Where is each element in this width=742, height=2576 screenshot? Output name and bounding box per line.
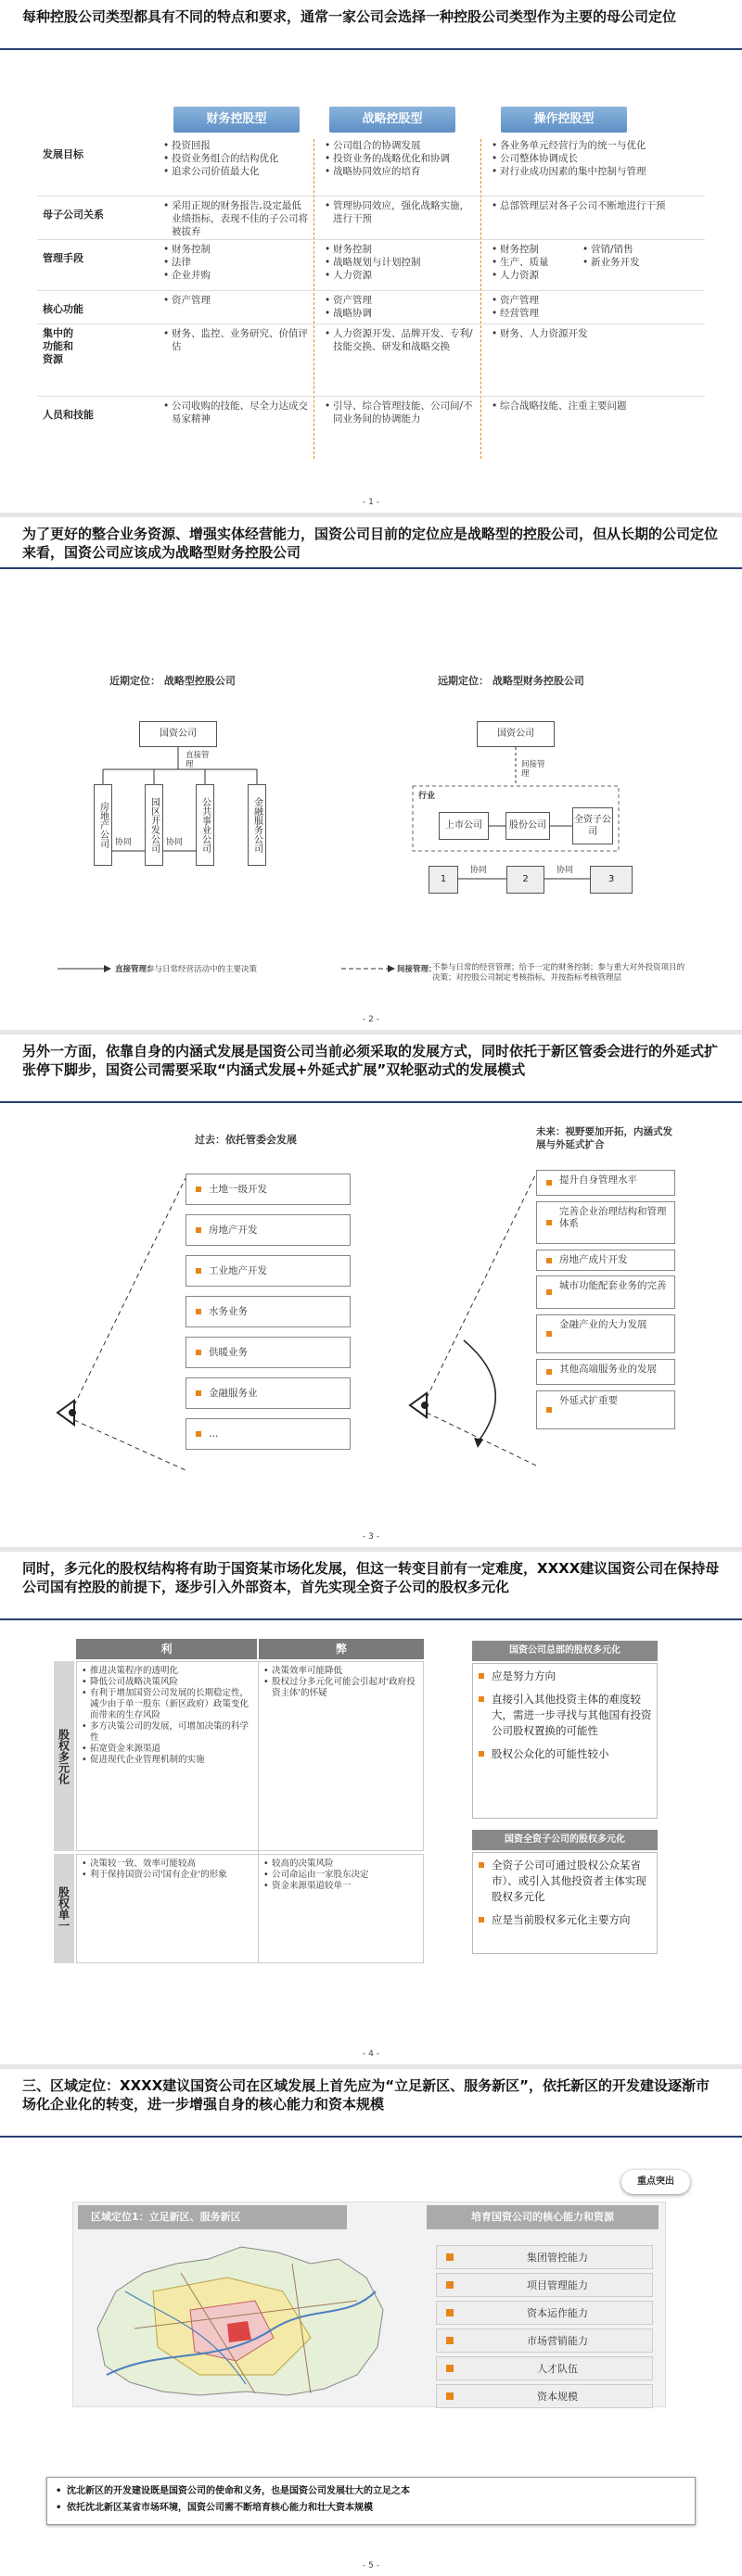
row-label: 集中的功能和资源 <box>43 327 73 365</box>
pros-header: 利 <box>76 1639 257 1659</box>
bullet-item: • 人力资源 <box>492 269 582 282</box>
table-cell <box>325 139 475 178</box>
bullet-item: • 公司整体协调成长 <box>492 152 673 165</box>
bullet-item: • 财务控制 <box>325 243 475 256</box>
capability-item: 资本运作能力 <box>436 2301 653 2325</box>
title-divider <box>0 1618 742 1620</box>
page-number: - 1 - <box>363 498 379 507</box>
bullet-item: • 对行业成功因素的集中控制与管理 <box>492 165 673 178</box>
capability-item: 市场营销能力 <box>436 2329 653 2353</box>
future-heading: 未来：视野要加开拓，内涵式发展与外延式扩合 <box>536 1126 672 1150</box>
bullet-item: • 战略协同效应的培育 <box>325 165 475 178</box>
hq-diversification-title: 国资公司总部的股权多元化 <box>472 1641 658 1661</box>
slide-2 <box>0 517 742 1030</box>
row-label: 母子公司关系 <box>43 209 104 221</box>
diversified-pros <box>82 1666 252 1766</box>
table-cell <box>492 327 673 340</box>
legend-indirect-text: 不参与日常的经营管理；给予一定的财务控制；参与重大对外投资项目的决策；对控股公司制定考核指标，并按指标考核管理层 <box>432 963 685 983</box>
bullet-item: • 股权过分多元化可能会引起对'政府投资主体'的怀疑 <box>263 1677 421 1699</box>
bullet-item: • 资产管理 <box>163 294 310 307</box>
table-cell <box>163 139 310 178</box>
bullet-item: • 投资业务的战略优化和协调 <box>325 152 475 165</box>
bullet-item: • 采用正规的财务报告,设定最低业绩指标，表现不佳的子公司将被拔弃 <box>163 199 310 238</box>
conclusion-note: 依托沈北新区某省市场环境，国资公司需不断培育核心能力和壮大资本规模 • <box>56 2500 686 2517</box>
slide-5-title: 三、区域定位：XXXX建议国资公司在区域发展上首先应为“立足新区、服务新区”，依托新区的开发建设逐渐市场化企业化的转变，进一步增强自身的核心能力和资本规模 <box>22 2077 710 2113</box>
bullet-item: • 新业务开发 <box>582 256 673 269</box>
eye-icon <box>410 1393 429 1417</box>
bullet-marker: • <box>56 2503 62 2513</box>
table-cell <box>492 199 673 212</box>
page-number: - 4 - <box>363 2049 379 2059</box>
sasac-company-box-near: 国资公司 <box>139 721 217 747</box>
table-cell <box>325 294 475 320</box>
table-cell <box>492 294 673 320</box>
bullet-marker <box>479 1917 484 1922</box>
bullet-item: • 总部管理层对各子公司不断地进行干预 <box>492 199 673 212</box>
bullet-item: • 拓宽资金来源渠道 <box>82 1744 252 1755</box>
bullet-item: • 降低公司战略决策风险 <box>82 1677 252 1688</box>
list-item: 城市功能配套业务的完善 <box>536 1275 675 1309</box>
list-item: 水务业务 <box>186 1296 351 1327</box>
bullet-item: • 公司收购的技能、尽全力达成交易家精神 <box>163 400 310 425</box>
list-item: 提升自身管理水平 <box>536 1170 675 1196</box>
column-divider <box>480 139 481 459</box>
page-number: - 2 - <box>363 1015 379 1024</box>
row-label: 管理手段 <box>43 252 83 264</box>
synergy-label: 协同 <box>166 838 184 847</box>
table-cell <box>163 199 310 238</box>
subsidiary-real-estate: 房地产公司 <box>94 784 112 866</box>
bullet-item: • 管理协同效应，强化战略实施，进行干预 <box>325 199 475 225</box>
diversified-cons <box>263 1666 421 1699</box>
hq-diversification-list <box>479 1669 653 1770</box>
bullet-item: 股权公众化的可能性较小 <box>479 1746 653 1762</box>
cons-header: 弊 <box>259 1639 424 1659</box>
bullet-item: • 资金来源渠道较单一 <box>263 1881 421 1892</box>
list-item: 金融产业的大力发展 <box>536 1314 675 1353</box>
joint-stock-company-box: 股份公司 <box>505 812 550 840</box>
bullet-item: • 多方决策公司的发展，可增加决策的科学性 <box>82 1721 252 1744</box>
bullet-marker <box>479 1862 484 1868</box>
bullet-item: • 促进现代企业管理机制的实施 <box>82 1755 252 1766</box>
slide-4 <box>0 1552 742 2064</box>
table-cell <box>492 400 673 412</box>
capability-item: 资本规模 <box>436 2384 653 2408</box>
header-strategic: 战略控股型 <box>329 107 455 133</box>
table-cell <box>325 243 475 282</box>
unit-3-box: 3 <box>590 866 633 894</box>
direct-management-label: 直接管理 <box>186 751 210 769</box>
bullet-item: 直接引入其他投资主体的难度较大，需进一步寻找与其他国有投资公司股权置换的可能性 <box>479 1692 653 1739</box>
table-cell <box>325 327 475 353</box>
bullet-item: • 财务控制 <box>492 243 582 256</box>
bullet-item: • 较高的决策风险 <box>263 1859 421 1870</box>
sasac-company-box-long: 国资公司 <box>477 721 555 747</box>
page-number: - 5 - <box>363 2561 379 2570</box>
district-map-image <box>88 2236 394 2403</box>
title-divider <box>0 2136 742 2138</box>
regional-positioning-banner: 区域定位1：立足新区、服务新区 <box>78 2205 347 2229</box>
list-item: 其他高端服务业的发展 <box>536 1359 675 1385</box>
slide-1 <box>0 0 742 513</box>
page-number: - 3 - <box>363 1532 379 1542</box>
table-cell <box>163 327 310 353</box>
single-cons <box>263 1859 421 1892</box>
industry-label: 行业 <box>418 792 436 801</box>
unit-1-box: 1 <box>429 866 458 894</box>
conclusion-note: 沈北新区的开发建设既是国资公司的使命和义务，也是国资公司发展壮大的立足之本 • <box>56 2483 686 2500</box>
list-item: 外延式扩重要 <box>536 1390 675 1429</box>
bullet-item: • 追求公司价值最大化 <box>163 165 310 178</box>
row-label: 人员和技能 <box>43 409 94 421</box>
bullet-item: • 各业务单元经营行为的统一与优化 <box>492 139 673 152</box>
row-label: 核心功能 <box>43 303 83 315</box>
bullet-item: • 企业并购 <box>163 269 310 282</box>
structure-diagram-lines <box>0 517 742 1030</box>
list-item: 完善企业治理结构和管理体系 <box>536 1201 675 1244</box>
synergy-label: 协同 <box>556 866 574 875</box>
unit-2-box: 2 <box>506 866 544 894</box>
core-capabilities-banner: 培育国资公司的核心能力和资源 <box>427 2205 659 2229</box>
table-cell <box>325 199 475 225</box>
subsidiary-park-development: 园区开发公司 <box>145 784 163 866</box>
bullet-marker: • <box>56 2486 62 2496</box>
bullet-item: • 营销/销售 <box>582 243 673 256</box>
bullet-item: 应是努力方向 <box>479 1669 653 1684</box>
capability-item: 项目管理能力 <box>436 2273 653 2297</box>
wholly-owned-subsidiary-box: 全资子公司 <box>572 807 613 844</box>
bullet-marker <box>479 1696 484 1702</box>
legend-direct-text: 参与日常经营活动中的主要决策 <box>147 965 258 974</box>
title-divider <box>0 48 742 50</box>
bullet-item: • 投资业务组合的结构优化 <box>163 152 310 165</box>
subsidiary-diversification-list <box>479 1858 653 1935</box>
table-cell <box>163 243 310 282</box>
bullet-item: • 战略协调 <box>325 307 475 320</box>
legend-indirect-label: 间接管理： <box>397 965 437 974</box>
listed-company-box: 上市公司 <box>439 812 489 840</box>
slide-4-title: 同时，多元化的股权结构将有助于国资某市场化发展，但这一转变目前有一定难度，XXXX建议国资公司在保持母公司国有控股的前提下，逐步引入外部资本，首先实现全资子公司的股权多元化 <box>22 1560 720 1595</box>
bullet-item: • 公司命运由一家股东决定 <box>263 1870 421 1881</box>
list-item: 工业地产开发 <box>186 1255 351 1287</box>
bullet-item: • 法律 <box>163 256 310 269</box>
list-item: 土地一级开发 <box>186 1174 351 1205</box>
header-financial: 财务控股型 <box>173 107 300 133</box>
slide-3-title: 另外一方面，依靠自身的内涵式发展是国资公司当前必须采取的发展方式，同时依托于新区管委会进行的外延式扩张停下脚步，国资公司需要采取“内涵式发展+外延式扩展”双轮驱动式的发展模式 <box>22 1043 719 1078</box>
past-heading: 过去：依托管委会发展 <box>195 1134 297 1146</box>
capability-item: 人才队伍 <box>436 2356 653 2380</box>
bullet-marker <box>479 1751 484 1757</box>
list-item: 金融服务业 <box>186 1377 351 1409</box>
near-term-heading: 近期定位： 战略型控股公司 <box>109 675 236 687</box>
table-cell <box>325 400 475 425</box>
column-divider <box>313 139 314 459</box>
slide-3 <box>0 1034 742 1547</box>
list-item: 房地产成片开发 <box>536 1250 675 1271</box>
bullet-item: • 财务、人力资源开发 <box>492 327 673 340</box>
single-pros <box>82 1859 252 1881</box>
indirect-management-label: 间接管理 <box>521 760 545 779</box>
bullet-item: • 决策较一致、效率可能较高 <box>82 1859 252 1870</box>
bullet-item: 应是当前股权多元化主要方向 <box>479 1912 653 1928</box>
table-cell <box>492 243 673 282</box>
bullet-item: • 综合战略技能、注重主要问题 <box>492 400 673 412</box>
slide-2-title: 为了更好的整合业务资源、增强实体经营能力，国资公司目前的定位应是战略型的控股公司，但从长期的公司定位来看，国资公司应该成为战略型财务控股公司 <box>22 526 719 561</box>
bullet-item: • 引导、综合管理技能、公司间/不同业务间的协调能力 <box>325 400 475 425</box>
subsidiary-diversification-title: 国资全资子公司的股权多元化 <box>472 1830 658 1850</box>
bullet-item: • 资产管理 <box>492 294 673 307</box>
slide-1-title: 每种控股公司类型都具有不同的特点和要求，通常一家公司会选择一种控股公司类型作为主要的母公司定位 <box>22 8 677 25</box>
bullet-item: • 生产、质量 <box>492 256 582 269</box>
slide-5 <box>0 2069 742 2576</box>
legend-direct-label: 直接管理： <box>115 965 155 974</box>
row-label: 发展目标 <box>43 148 83 160</box>
header-operational: 操作控股型 <box>501 107 627 133</box>
diversified-equity-label: 股权多元化 <box>54 1661 74 1851</box>
table-cell <box>163 294 310 307</box>
conclusion-notes <box>56 2483 686 2517</box>
list-item: … <box>186 1418 351 1450</box>
synergy-label: 协同 <box>470 866 488 875</box>
bullet-item: • 经营管理 <box>492 307 673 320</box>
bullet-item: • 战略规划与计划控制 <box>325 256 475 269</box>
bullet-item: 全资子公司可通过股权公众某省市）、或引入其他投资者主体实现股权多元化 <box>479 1858 653 1905</box>
single-equity-label: 股权单一 <box>54 1854 74 1963</box>
capability-item: 集团管控能力 <box>436 2245 653 2269</box>
long-term-heading: 远期定位： 战略型财务控股公司 <box>438 675 584 687</box>
bullet-item: • 利于保持国资公司'国有企业'的形象 <box>82 1870 252 1881</box>
eye-icon <box>58 1401 76 1425</box>
list-item: 供暖业务 <box>186 1337 351 1368</box>
bullet-item: • 投资回报 <box>163 139 310 152</box>
bullet-item: • 决策效率可能降低 <box>263 1666 421 1677</box>
bullet-item: • 公司组合的协调发展 <box>325 139 475 152</box>
table-cell <box>163 400 310 425</box>
bullet-item: • 资产管理 <box>325 294 475 307</box>
subsidiary-utilities: 公共事业公司 <box>196 784 214 866</box>
table-cell <box>492 139 673 178</box>
bullet-item: • 财务、监控、业务研究、价值评估 <box>163 327 310 353</box>
synergy-label: 协同 <box>115 838 133 847</box>
bullet-marker <box>479 1673 484 1679</box>
subsidiary-financial-services: 金融服务公司 <box>248 784 266 866</box>
bullet-item: • 人力资源 <box>325 269 475 282</box>
bullet-item: • 人力资源开发、品牌开发、专利/技能交换、研发和战略交换 <box>325 327 475 353</box>
bullet-item: • 推进决策程序的透明化 <box>82 1666 252 1677</box>
highlight-badge: 重点突出 <box>621 2170 690 2194</box>
bullet-item: • 财务控制 <box>163 243 310 256</box>
list-item: 房地产开发 <box>186 1214 351 1246</box>
bullet-item: • 有利于增加国资公司发展的长期稳定性，减少由于单一股东（新区政府）政策变化而带来的生存风险 <box>82 1688 252 1721</box>
